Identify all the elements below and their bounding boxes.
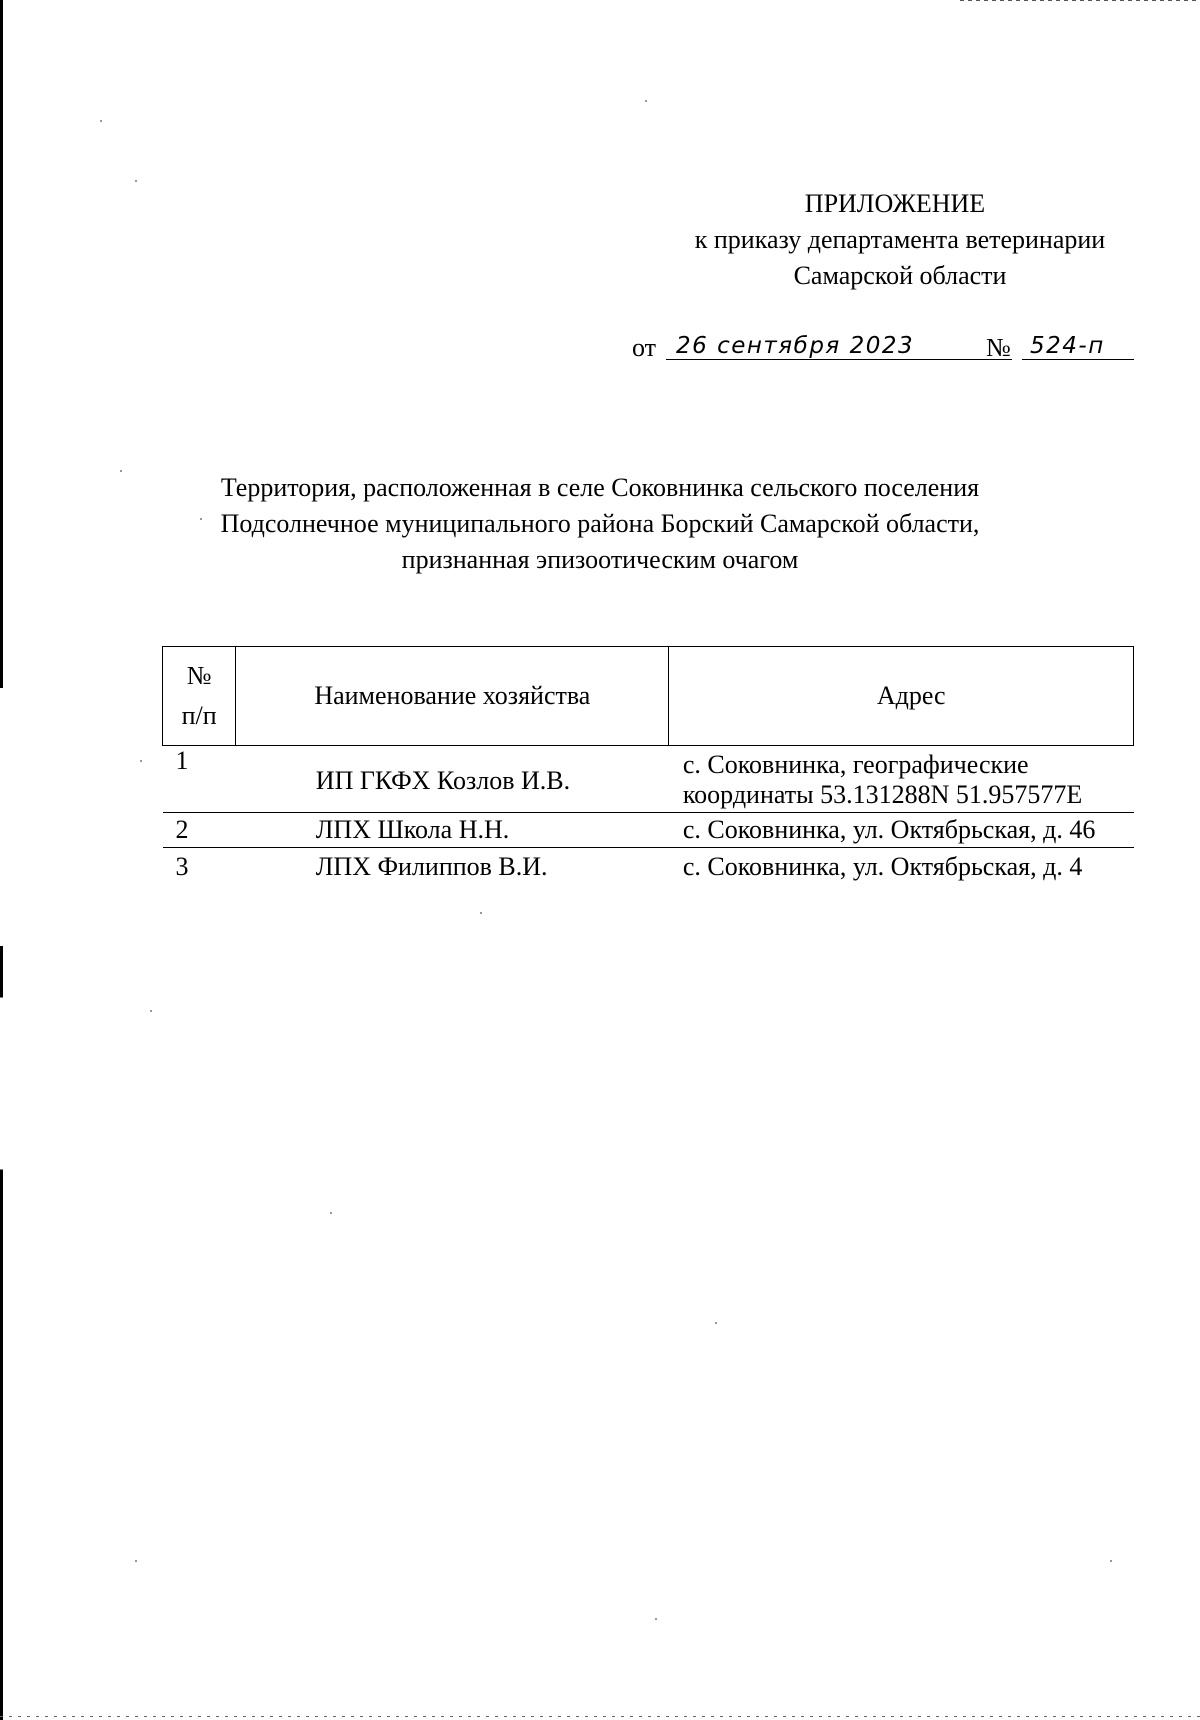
row-address-line-1: с. Соковнинка, географические xyxy=(682,750,1029,779)
appendix-heading: ПРИЛОЖЕНИЕ xyxy=(804,189,986,218)
table-row xyxy=(163,813,1134,848)
row-number: 3 xyxy=(175,852,189,881)
row-number: 1 xyxy=(163,746,236,813)
row-address: с. Соковнинка, ул. Октябрьская, д. 46 xyxy=(669,813,1134,848)
scan-speck xyxy=(150,1010,152,1012)
order-date-field xyxy=(666,330,1012,360)
document-title xyxy=(180,470,1020,578)
scan-speck xyxy=(1110,1560,1112,1562)
title-line-3: признанная эпизоотическим очагом xyxy=(401,545,799,574)
scan-speck xyxy=(135,1560,137,1562)
title-line-1: Территория, расположенная в селе Соковнинка сельского поселения xyxy=(220,473,980,502)
order-number-field xyxy=(1022,330,1134,360)
table-row xyxy=(163,746,1134,813)
appendix-region: Самарской области xyxy=(793,261,1007,290)
scan-speck xyxy=(135,180,137,182)
scan-speck xyxy=(655,1618,657,1620)
appendix-header xyxy=(620,186,1180,294)
title-line-2: Подсолнечное муниципального района Борский Самарской области, xyxy=(220,509,980,538)
order-number-label: № xyxy=(986,333,1011,362)
scan-speck xyxy=(715,1322,717,1324)
row-farm-name: ЛПХ Филиппов В.И. xyxy=(315,852,548,881)
scan-speck xyxy=(330,1212,332,1214)
order-date-handwritten: 26 сентября 2023 xyxy=(676,333,915,359)
table-row xyxy=(163,848,1134,887)
order-date-number-line xyxy=(632,330,1152,366)
scan-speck xyxy=(100,120,102,122)
header-number-sign: № xyxy=(186,661,212,690)
row-number: 2 xyxy=(163,813,236,848)
table-header-row xyxy=(163,647,1134,746)
header-farm-name: Наименование хозяйства xyxy=(236,647,669,746)
scan-left-edge xyxy=(0,0,3,1720)
scan-speck xyxy=(140,760,142,762)
scan-speck xyxy=(120,470,122,472)
scan-top-edge xyxy=(960,0,1200,1)
scan-speck xyxy=(480,912,482,914)
row-address: с. Соковнинка, ул. Октябрьская, д. 4 xyxy=(682,852,1083,881)
header-number xyxy=(163,647,236,746)
order-date-label: от xyxy=(632,333,657,362)
row-address xyxy=(669,746,1134,813)
header-number-pp: п/п xyxy=(181,701,217,730)
scan-speck xyxy=(645,100,647,102)
appendix-order-reference: к приказу департамента ветеринарии xyxy=(694,225,1106,254)
row-address-line-2: координаты 53.131288N 51.957577E xyxy=(682,780,1083,809)
header-address: Адрес xyxy=(669,647,1134,746)
order-number-handwritten: 524-п xyxy=(1030,333,1105,359)
row-farm-name: ЛПХ Школа Н.Н. xyxy=(236,813,669,848)
row-farm-name: ИП ГКФХ Козлов И.В. xyxy=(236,746,669,813)
farms-table xyxy=(162,646,1134,886)
scan-bottom-edge xyxy=(0,1716,1200,1717)
